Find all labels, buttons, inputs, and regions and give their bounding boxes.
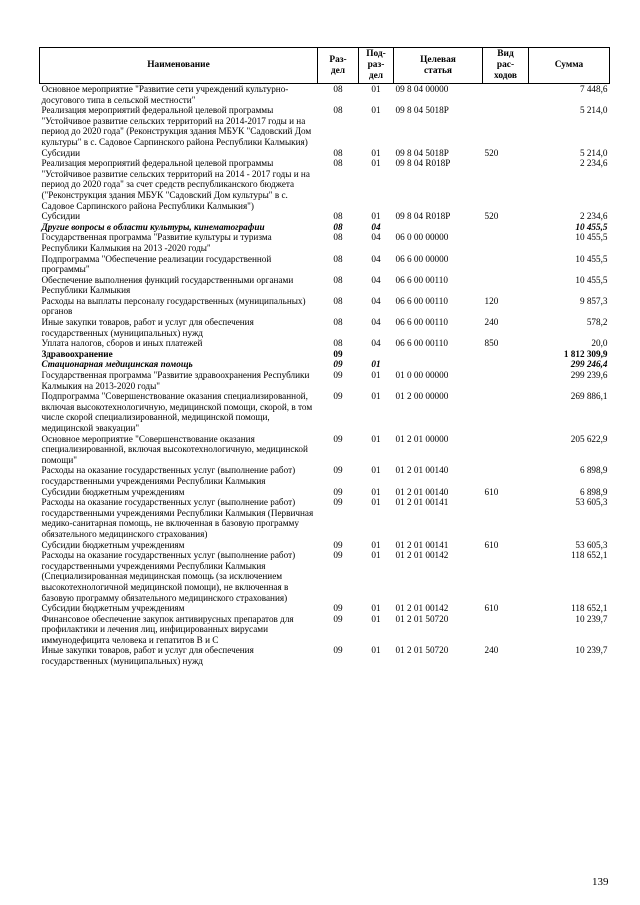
- row-razdel-cell: 09: [333, 433, 343, 444]
- row-name-cell: Субсидии: [41, 211, 81, 222]
- row-target-cell: 01 2 01 00142: [395, 550, 449, 561]
- row-summa-cell: 53 605,3: [575, 539, 608, 550]
- row-summa-cell: 10 455,5: [575, 253, 608, 264]
- row-vid-cell: [483, 391, 529, 433]
- table-row: [40, 645, 610, 666]
- table-row: [40, 84, 610, 106]
- row-vid-cell: 610: [484, 539, 499, 550]
- row-vid-cell: 610: [484, 603, 499, 614]
- row-summa-cell: 118 652,1: [571, 603, 608, 614]
- table-row: [40, 254, 610, 275]
- row-razdel-cell: 09: [333, 645, 343, 656]
- row-name-cell: Иные закупки товаров, работ и услуг для обеспечения государственных (муниципальных) нужд: [41, 317, 254, 338]
- row-podrazdel-cell: 04: [371, 221, 381, 232]
- row-summa-cell: 6 898,9: [579, 465, 608, 476]
- row-razdel-cell: 09: [333, 486, 343, 497]
- row-razdel-cell: 09: [333, 539, 343, 550]
- table-row: [40, 275, 610, 296]
- row-podrazdel-cell: 04: [371, 338, 381, 349]
- row-summa-cell: 10 239,7: [575, 645, 608, 656]
- row-target-cell: 01 2 01 00142: [395, 603, 449, 614]
- table-row: [40, 158, 610, 211]
- row-razdel-cell: 08: [333, 221, 343, 232]
- row-target-cell: 01 2 01 00141: [395, 497, 449, 508]
- row-summa-cell: 10 239,7: [575, 613, 608, 624]
- row-razdel-cell: 09: [333, 550, 343, 561]
- row-summa-cell: 10 455,5: [575, 274, 608, 285]
- row-target-cell: 06 0 00 00000: [395, 232, 449, 243]
- row-summa-cell: 6 898,9: [579, 486, 608, 497]
- row-summa-cell: 118 652,1: [571, 550, 608, 561]
- page-number: 139: [592, 876, 609, 888]
- row-razdel-cell: 09: [333, 348, 343, 359]
- header-razdel: Раз- дел: [318, 48, 359, 84]
- row-razdel-cell: 09: [333, 391, 343, 402]
- row-razdel-cell: 08: [333, 211, 343, 222]
- row-summa-cell: 7 448,6: [579, 84, 608, 94]
- row-vid-cell: [483, 232, 529, 253]
- table-row: [40, 434, 610, 466]
- row-podrazdel-cell: 01: [371, 486, 381, 497]
- row-podrazdel-cell: 01: [371, 370, 381, 381]
- table-row: [40, 359, 610, 370]
- table-row: [40, 349, 610, 360]
- row-summa-cell: 205 622,9: [570, 433, 608, 444]
- row-target-cell: 01 0 00 00000: [395, 370, 449, 381]
- row-podrazdel-cell: 01: [371, 539, 381, 550]
- row-name-cell: Субсидии бюджетным учреждениям: [41, 603, 185, 614]
- row-razdel-cell: 08: [333, 158, 343, 169]
- row-name-cell: Государственная программа "Развитие здравоохранения Республики Калмыкия на 2013-2020 годы": [41, 370, 310, 391]
- row-summa-cell: 578,2: [586, 317, 608, 328]
- header-summa: Сумма: [529, 48, 610, 84]
- header-podrazdel: Под- раз- дел: [359, 48, 394, 84]
- row-razdel-cell: 08: [333, 317, 343, 328]
- table-row: [40, 105, 610, 147]
- row-vid-cell: [483, 84, 529, 106]
- table-row: [40, 465, 610, 486]
- row-razdel-cell: 09: [333, 613, 343, 624]
- row-vid-cell: [483, 370, 529, 391]
- row-target-cell: 06 6 00 00110: [395, 338, 448, 349]
- row-summa-cell: 2 234,6: [579, 211, 608, 222]
- row-name-cell: Уплата налогов, сборов и иных платежей: [41, 338, 203, 349]
- header-name: Наименование: [40, 48, 318, 84]
- row-name-cell: Субсидии: [41, 147, 81, 158]
- row-podrazdel-cell: 01: [371, 613, 381, 624]
- header-vid: Вид рас- ходов: [483, 48, 529, 84]
- row-vid-cell: 610: [484, 486, 499, 497]
- row-target-cell: 06 6 00 00110: [395, 274, 448, 285]
- row-target-cell: 09 8 04 5018Р: [395, 105, 449, 116]
- row-target-cell: 01 2 01 50720: [395, 645, 449, 656]
- table-row: [40, 603, 610, 614]
- row-podrazdel-cell: 01: [371, 603, 381, 614]
- row-summa-cell: 20,0: [591, 338, 608, 349]
- row-summa-cell: 2 234,6: [579, 158, 608, 169]
- table-header-row: [40, 48, 610, 84]
- table-row: [40, 317, 610, 338]
- row-razdel-cell: 08: [333, 84, 343, 94]
- row-name-cell: Финансовое обеспечение закупок антивирусных препаратов для профилактики и лечения лиц, инфицированных вирусами иммунодефицита человека и гепатитов В и С: [41, 613, 294, 645]
- row-target-cell: 01 2 01 50720: [395, 613, 449, 624]
- row-summa-cell: 299 239,6: [570, 370, 608, 381]
- row-razdel-cell: 09: [333, 359, 343, 370]
- row-razdel-cell: 09: [333, 465, 343, 476]
- row-podrazdel-cell: 01: [371, 105, 381, 116]
- table-row: [40, 391, 610, 433]
- row-name-cell: Основное мероприятие "Развитие сети учреждений культурно-досугового типа в сельской местности": [41, 84, 289, 105]
- row-vid-cell: 240: [484, 317, 499, 328]
- row-name-cell: Государственная программа "Развитие культуры и туризма Республики Калмыкия на 2013 -2020 годы": [41, 232, 272, 253]
- row-name-cell: Другие вопросы в области культуры, кинематографии: [41, 221, 265, 232]
- row-vid-cell: 120: [484, 295, 499, 306]
- budget-table: [39, 47, 610, 667]
- row-podrazdel-cell: 01: [371, 211, 381, 222]
- row-razdel-cell: 09: [333, 603, 343, 614]
- row-target-cell: [394, 222, 483, 233]
- row-podrazdel-cell: 01: [371, 645, 381, 656]
- row-summa-cell: 9 857,3: [579, 295, 608, 306]
- row-name-cell: Расходы на оказание государственных услуг (выполнение работ) государственными учреждениями Республики Калмыкия (Специализированная медицинская помощь (за исключением высокотехнологичной медицинской помощи), не включенная в базовую программу обязательного медицинского страхования): [41, 550, 296, 603]
- row-name-cell: Расходы на оказание государственных услуг (выполнение работ) государственными учреждениями Республики Калмыкия: [41, 465, 296, 486]
- row-target-cell: 09 8 04 R018Р: [395, 211, 451, 222]
- row-name-cell: Субсидии бюджетным учреждениям: [41, 486, 185, 497]
- row-podrazdel-cell: 01: [371, 359, 381, 370]
- row-razdel-cell: 08: [333, 232, 343, 243]
- table-row: [40, 338, 610, 349]
- table-row: [40, 370, 610, 391]
- table-row: [40, 550, 610, 603]
- row-summa-cell: 1 812 309,9: [563, 348, 608, 359]
- row-vid-cell: [483, 275, 529, 296]
- row-target-cell: 01 2 01 00140: [395, 486, 449, 497]
- row-razdel-cell: 08: [333, 295, 343, 306]
- row-razdel-cell: 08: [333, 253, 343, 264]
- row-vid-cell: 850: [484, 338, 499, 349]
- row-summa-cell: 53 605,3: [575, 497, 608, 508]
- row-summa-cell: 299 246,4: [570, 359, 608, 370]
- row-podrazdel-cell: 04: [371, 295, 381, 306]
- row-name-cell: Здравоохранение: [41, 348, 113, 359]
- row-razdel-cell: 08: [333, 147, 343, 158]
- row-target-cell: 09 8 04 00000: [395, 84, 449, 94]
- row-podrazdel-cell: 01: [371, 465, 381, 476]
- row-target-cell: 06 6 00 00110: [395, 295, 448, 306]
- row-vid-cell: 520: [484, 211, 499, 222]
- row-vid-cell: 520: [484, 147, 499, 158]
- row-podrazdel-cell: 01: [371, 158, 381, 169]
- row-vid-cell: [483, 550, 529, 603]
- row-name-cell: Подпрограмма "Совершенствование оказания специализированной, включая высокотехнологичную, медицинской помощи, скорой, в том числе скорой специализированной, медицинской помощи, медицинской эвакуации": [41, 391, 313, 433]
- row-name-cell: Расходы на оказание государственных услуг (выполнение работ) государственными учреждениями Республики Калмыкия (Первичная медико-санитарная помощь, не включенная в базовую программу обязательного медицинского страхования): [41, 497, 314, 539]
- row-target-cell: [394, 349, 483, 360]
- table-row: [40, 296, 610, 317]
- row-razdel-cell: 09: [333, 370, 343, 381]
- row-name-cell: Реализация мероприятий федеральной целевой программы "Устойчивое развитие сельских территорий на 2014 - 2017 годы и на период до 2020 года" за счет средств республиканского бюджета ("Реконструкция здания МБУК "Садовский Дом культуры" в с. Садовое Сарпинского района Республики Калмыкия"): [41, 158, 310, 211]
- row-podrazdel-cell: 01: [371, 497, 381, 508]
- row-vid-cell: [483, 434, 529, 466]
- row-podrazdel-cell: [359, 349, 394, 360]
- row-razdel-cell: 08: [333, 274, 343, 285]
- row-podrazdel-cell: 01: [371, 147, 381, 158]
- row-target-cell: 01 2 01 00140: [395, 465, 449, 476]
- table-row: [40, 497, 610, 539]
- row-target-cell: 09 8 04 5018Р: [395, 147, 449, 158]
- row-target-cell: 06 6 00 00000: [395, 253, 449, 264]
- row-name-cell: Реализация мероприятий федеральной целевой программы "Устойчивое развитие сельских территорий на 2014-2017 годы и на период до 2020 года" (Реконструкция здания МБУК "Садовский Дом культуры" в с. Садовое Сарпинского района Республики Калмыкия): [41, 105, 312, 147]
- row-podrazdel-cell: 01: [371, 391, 381, 402]
- table-body: [40, 84, 610, 667]
- row-vid-cell: [483, 465, 529, 486]
- header-target: Целевая статья: [394, 48, 483, 84]
- row-podrazdel-cell: 01: [371, 550, 381, 561]
- row-vid-cell: [483, 359, 529, 370]
- row-name-cell: Расходы на выплаты персоналу государственных (муниципальных) органов: [41, 295, 306, 317]
- row-name-cell: Подпрограмма "Обеспечение реализации государственной программы": [41, 253, 272, 275]
- row-vid-cell: [483, 349, 529, 360]
- table-row: [40, 540, 610, 551]
- row-target-cell: 01 2 00 00000: [395, 391, 449, 402]
- row-summa-cell: 10 455,5: [575, 232, 608, 243]
- row-target-cell: 09 8 04 R018Р: [395, 158, 451, 169]
- row-name-cell: Стационарная медицинская помощь: [41, 359, 193, 370]
- row-razdel-cell: 08: [333, 338, 343, 349]
- table-row: [40, 232, 610, 253]
- row-name-cell: Субсидии бюджетным учреждениям: [41, 539, 185, 550]
- row-summa-cell: 5 214,0: [579, 147, 608, 158]
- row-podrazdel-cell: 04: [371, 317, 381, 328]
- table-row: [40, 487, 610, 498]
- row-target-cell: 01 2 01 00000: [395, 433, 449, 444]
- row-razdel-cell: 09: [333, 497, 343, 508]
- row-name-cell: Обеспечение выполнения функций государственными органами Республики Калмыкия: [41, 274, 294, 296]
- row-podrazdel-cell: 01: [371, 84, 381, 94]
- row-summa-cell: 269 886,1: [570, 391, 608, 402]
- row-vid-cell: [483, 222, 529, 233]
- row-podrazdel-cell: 04: [371, 274, 381, 285]
- table-row: [40, 222, 610, 233]
- table-row: [40, 211, 610, 222]
- row-vid-cell: [483, 497, 529, 539]
- row-razdel-cell: 08: [333, 105, 343, 116]
- row-target-cell: 06 6 00 00110: [395, 317, 448, 328]
- row-vid-cell: [483, 614, 529, 646]
- row-summa-cell: 5 214,0: [579, 105, 608, 116]
- row-summa-cell: 10 455,5: [575, 221, 608, 232]
- row-target-cell: 01 2 01 00141: [395, 539, 449, 550]
- row-vid-cell: [483, 158, 529, 211]
- row-podrazdel-cell: 04: [371, 253, 381, 264]
- row-name-cell: Иные закупки товаров, работ и услуг для обеспечения государственных (муниципальных) нужд: [41, 645, 254, 667]
- table-row: [40, 148, 610, 159]
- row-podrazdel-cell: 01: [371, 433, 381, 444]
- row-name-cell: Основное мероприятие "Совершенствование оказания специализированной, включая высокотехнологичную, медицинской помощи": [41, 433, 308, 465]
- row-podrazdel-cell: 04: [371, 232, 381, 243]
- row-target-cell: [394, 359, 483, 370]
- table-row: [40, 614, 610, 646]
- row-vid-cell: [483, 254, 529, 275]
- row-vid-cell: 240: [484, 645, 499, 656]
- row-vid-cell: [483, 105, 529, 147]
